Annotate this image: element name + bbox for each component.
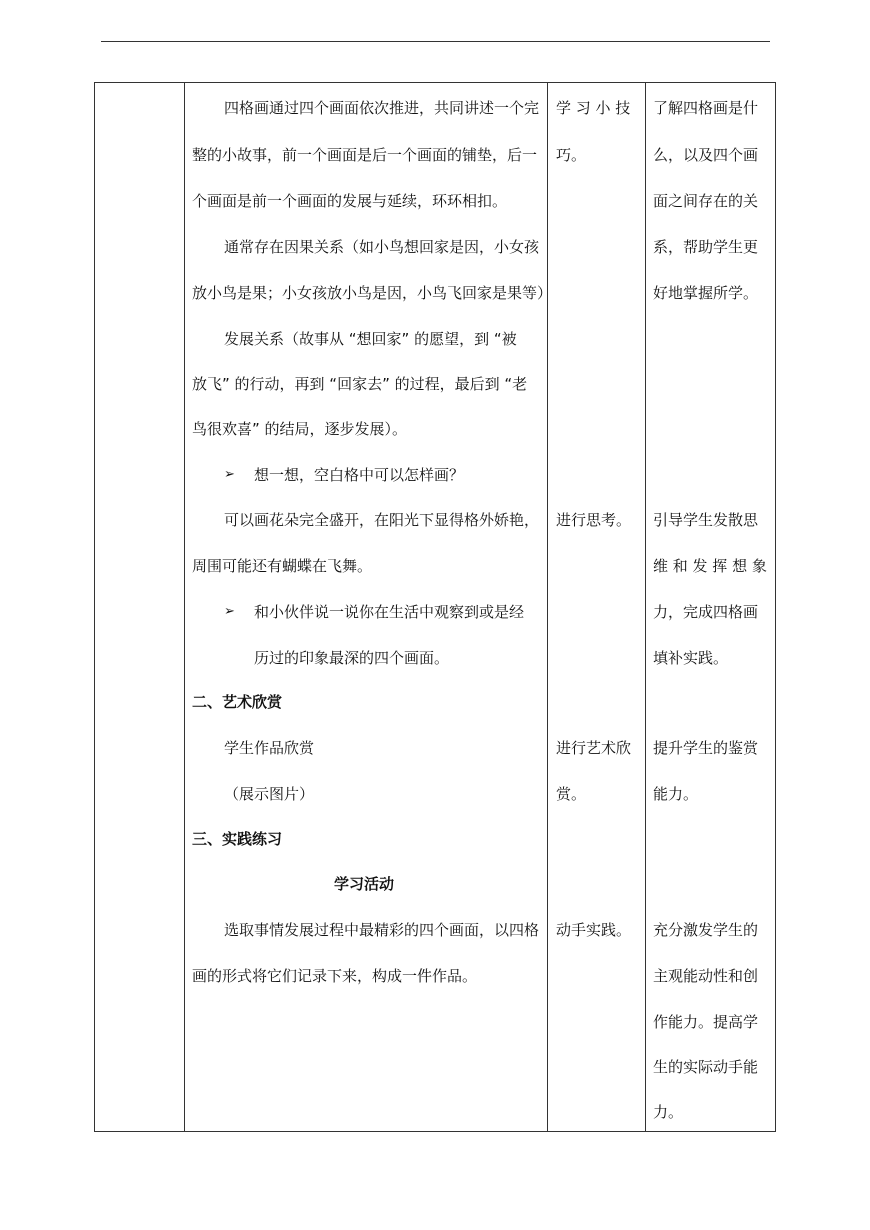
content-text: 可以画花朵完全盛开，在阳光下显得格外娇艳， <box>224 511 540 529</box>
student-activity-text: 赏。 <box>556 785 587 803</box>
design-intent-text: 力。 <box>653 1103 684 1121</box>
content-text: 四格画通过四个画面依次推进，共同讲述一个完 <box>224 99 540 117</box>
bullet-arrow-icon: ➢ <box>224 467 235 482</box>
content-text: 通常存在因果关系（如小鸟想回家是因，小女孩 <box>224 238 540 256</box>
design-intent-text: 填补实践。 <box>653 649 729 667</box>
bullet-arrow-icon: ➢ <box>224 604 235 619</box>
column-divider-2 <box>547 82 548 1132</box>
student-activity-text: 动手实践。 <box>556 921 632 939</box>
design-intent-text: 了解四格画是什 <box>653 99 759 117</box>
design-intent-text: 面之间存在的关 <box>653 192 759 210</box>
content-text: （展示图片） <box>224 785 315 803</box>
design-intent-text: 系，帮助学生更 <box>653 238 759 256</box>
subsection-heading: 学习活动 <box>334 875 395 893</box>
content-text: 放飞” 的行动，再到 “回家去” 的过程，最后到 “老 <box>192 375 528 393</box>
student-activity-text: 进行思考。 <box>556 511 632 529</box>
student-activity-text: 学 习 小 技 <box>556 99 631 117</box>
content-text: 学生作品欣赏 <box>224 739 315 757</box>
design-intent-text: 提升学生的鉴赏 <box>653 739 759 757</box>
content-text: 鸟很欢喜” 的结局，逐步发展）。 <box>192 420 408 438</box>
content-text: 整的小故事，前一个画面是后一个画面的铺垫，后一 <box>192 146 538 164</box>
content-text: 放小鸟是果；小女孩放小鸟是因，小鸟飞回家是果等） <box>192 284 553 302</box>
design-intent-text: 主观能动性和创 <box>653 967 759 985</box>
column-divider-1 <box>184 82 185 1132</box>
column-divider-3 <box>645 82 646 1132</box>
student-activity-text: 巧。 <box>556 146 587 164</box>
design-intent-text: 维 和 发 挥 想 象 <box>653 557 767 575</box>
content-text: 发展关系（故事从 “想回家” 的愿望，到 “被 <box>224 330 517 348</box>
design-intent-text: 生的实际动手能 <box>653 1058 759 1076</box>
design-intent-text: 能力。 <box>653 785 699 803</box>
design-intent-text: 力，完成四格画 <box>653 603 759 621</box>
content-text: 周围可能还有蝴蝶在飞舞。 <box>192 557 373 575</box>
section-heading: 三、实践练习 <box>192 830 283 848</box>
design-intent-text: 么，以及四个画 <box>653 146 759 164</box>
header-rule <box>101 41 770 42</box>
section-heading: 二、艺术欣赏 <box>192 693 283 711</box>
design-intent-text: 作能力。提高学 <box>653 1013 759 1031</box>
content-text: 个画面是前一个画面的发展与延续，环环相扣。 <box>192 192 508 210</box>
content-text: 和小伙伴说一说你在生活中观察到或是经 <box>254 603 525 621</box>
student-activity-text: 进行艺术欣 <box>556 739 632 757</box>
design-intent-text: 充分激发学生的 <box>653 921 759 939</box>
design-intent-text: 引导学生发散思 <box>653 511 759 529</box>
content-text: 选取事情发展过程中最精彩的四个画面，以四格 <box>224 921 540 939</box>
content-text: 历过的印象最深的四个画面。 <box>254 649 450 667</box>
design-intent-text: 好地掌握所学。 <box>653 284 759 302</box>
content-text: 画的形式将它们记录下来，构成一件作品。 <box>192 967 478 985</box>
content-text: 想一想，空白格中可以怎样画？ <box>254 466 465 484</box>
